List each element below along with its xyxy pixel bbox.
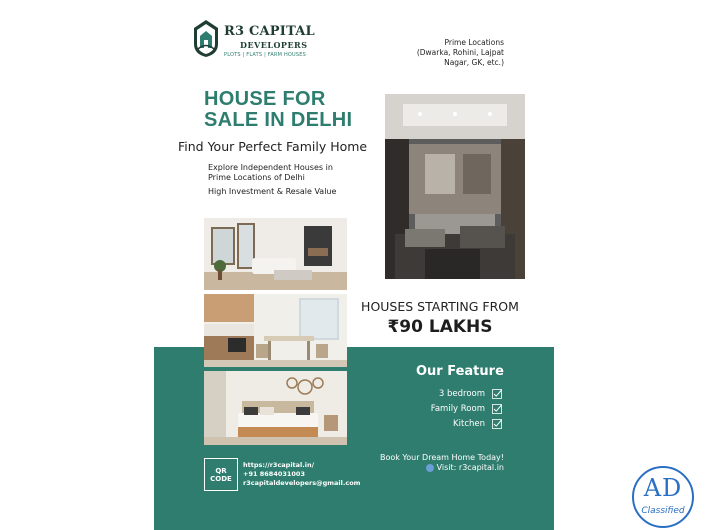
features-heading: Our Feature (416, 364, 504, 379)
feature-item (439, 389, 502, 399)
locations-line: Prime Locations (444, 38, 504, 47)
locations-line: (Dwarka, Rohini, Lajpat (416, 48, 504, 57)
feature-item (431, 404, 502, 414)
interior-photo-main (385, 94, 525, 279)
contact-details (243, 461, 360, 488)
locations-line: Nagar, GK, etc.) (444, 58, 504, 67)
ad-badge-title: AD (643, 474, 683, 502)
email-link[interactable]: r3capitaldevelopers@gmail.com (243, 479, 361, 487)
price-value: ₹90 LAKHS (387, 317, 493, 337)
bullet-text: High Investment & Resale Value (208, 187, 337, 196)
headline (204, 89, 364, 131)
brand-tagline: PLOTS | FLATS | FARM HOUSES (224, 52, 307, 58)
call-to-action (380, 453, 504, 473)
headline-line: HOUSE FOR (204, 88, 326, 110)
cta-text: Book Your Dream Home Today! (379, 453, 504, 462)
checkbox-check-icon (492, 389, 502, 399)
living-room-photo (204, 218, 347, 290)
feature-label: Family Room (430, 404, 485, 414)
website-link[interactable]: https://r3capital.in/ (243, 461, 314, 469)
visit-text: Visit: r3capital.in (436, 463, 504, 472)
checkbox-check-icon (492, 419, 502, 429)
real-estate-flyer (154, 0, 554, 530)
headline-line: SALE IN DELHI (204, 109, 353, 131)
feature-item (453, 419, 502, 429)
bedroom-photo (204, 371, 347, 445)
qr-code-placeholder[interactable] (204, 458, 238, 491)
phone-number[interactable]: +91 8684031003 (243, 470, 305, 478)
bullet-text: Explore Independent Houses in Prime Locations of Delhi (208, 163, 333, 182)
prime-locations (374, 38, 504, 68)
feature-label: 3 bedroom (438, 389, 485, 399)
ad-classified-badge (632, 466, 694, 528)
qr-label: CODE (210, 474, 232, 483)
brand-logo (192, 16, 315, 62)
price-label: HOUSES STARTING FROM (361, 299, 519, 314)
brand-name: R3 CAPITAL (224, 24, 315, 39)
visit-link[interactable] (380, 463, 504, 473)
house-logo-icon (192, 18, 220, 58)
qr-label: QR (215, 466, 227, 475)
brand-subname: DEVELOPERS (240, 40, 308, 50)
globe-icon (426, 464, 434, 472)
checkbox-check-icon (492, 404, 502, 414)
kitchen-photo (204, 294, 347, 367)
ad-badge-subtitle: Classified (641, 506, 685, 516)
subtitle: Find Your Perfect Family Home (178, 139, 368, 154)
feature-label: Kitchen (453, 419, 485, 429)
